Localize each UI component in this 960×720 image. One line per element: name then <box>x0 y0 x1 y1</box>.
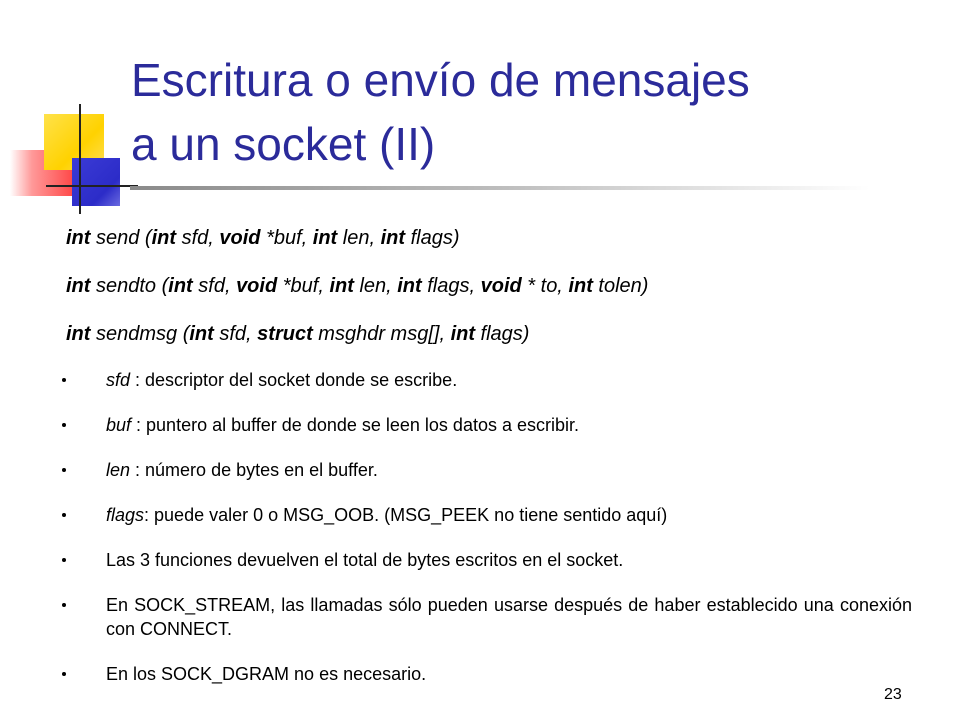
signature-keyword: void <box>236 275 278 297</box>
signature-text: msghdr msg[], <box>312 323 451 345</box>
bullet-dot <box>62 603 66 607</box>
signature-keyword: int <box>66 275 91 297</box>
signature-keyword: int <box>450 323 475 345</box>
bullet-dot <box>62 513 66 517</box>
signature-text: sendmsg ( <box>90 323 190 345</box>
bullet-text: Las 3 funciones devuelven el total de bytes escritos en el socket. <box>106 550 624 570</box>
bullet-sfd <box>62 368 912 392</box>
bullet-text: : puntero al buffer de donde se leen los datos a escribir. <box>131 415 579 435</box>
signature-keyword: int <box>66 323 91 345</box>
signature-send <box>66 227 459 250</box>
signature-keyword: int <box>568 275 593 297</box>
title-underline <box>130 186 870 190</box>
bullet-term: flags <box>106 505 145 525</box>
bullet-text: : número de bytes en el buffer. <box>130 460 378 480</box>
signature-text: send ( <box>90 227 152 249</box>
signature-keyword: int <box>397 275 422 297</box>
slide-title <box>131 48 931 176</box>
bullet-buf <box>62 413 912 437</box>
bullet-flags <box>62 503 912 527</box>
signature-keyword: void <box>480 275 522 297</box>
signature-text: * to, <box>521 275 569 297</box>
page-number: 23 <box>884 686 902 703</box>
bullet-dot <box>62 672 66 676</box>
bullet-term: sfd <box>106 370 131 390</box>
signature-keyword: struct <box>257 323 313 345</box>
signature-text: len, <box>337 227 381 249</box>
signature-keyword: int <box>329 275 354 297</box>
bullet-text: : descriptor del socket donde se escribe. <box>130 370 458 390</box>
signature-text: flags) <box>475 323 530 345</box>
bullet-return-value <box>62 548 912 572</box>
signature-text: flags) <box>405 227 460 249</box>
bullet-text: En los SOCK_DGRAM no es necesario. <box>106 664 427 684</box>
bullet-sock-dgram <box>62 662 912 686</box>
bullet-sock-stream <box>62 593 912 641</box>
signature-text: *buf, <box>260 227 313 249</box>
signature-text: flags, <box>421 275 481 297</box>
slide-title-line-2: a un socket (II) <box>131 118 436 170</box>
signature-text: len, <box>353 275 398 297</box>
bullet-text: En SOCK_STREAM, las llamadas sólo pueden usarse después de haber establecido una conexión con CONNECT. <box>106 595 912 639</box>
bullet-dot <box>62 558 66 562</box>
bullet-term: len <box>106 460 131 480</box>
signature-keyword: int <box>189 323 214 345</box>
signature-text: sendto ( <box>90 275 169 297</box>
bullet-text: : puede valer 0 o MSG_OOB. (MSG_PEEK no tiene sentido aquí) <box>144 505 668 525</box>
slide-title-line-1: Escritura o envío de mensajes <box>131 54 750 106</box>
signature-keyword: void <box>219 227 261 249</box>
bullet-term: buf <box>106 415 132 435</box>
bullet-dot <box>62 378 66 382</box>
signature-text: sfd, <box>192 275 237 297</box>
signature-keyword: int <box>151 227 177 249</box>
signature-text: *buf, <box>277 275 330 297</box>
signature-keyword: int <box>312 227 338 249</box>
signature-sendto <box>66 275 648 298</box>
bullet-list <box>62 368 912 686</box>
signature-keyword: int <box>66 227 91 249</box>
logo-horizontal-line <box>46 185 138 187</box>
bullet-dot <box>62 423 66 427</box>
signature-text: sfd, <box>213 323 258 345</box>
signature-text: tolen) <box>592 275 649 297</box>
logo-vertical-line <box>79 104 81 214</box>
signature-sendmsg <box>66 323 529 346</box>
bullet-dot <box>62 468 66 472</box>
signature-keyword: int <box>380 227 406 249</box>
signature-keyword: int <box>168 275 193 297</box>
bullet-len <box>62 458 912 482</box>
signature-text: sfd, <box>176 227 220 249</box>
